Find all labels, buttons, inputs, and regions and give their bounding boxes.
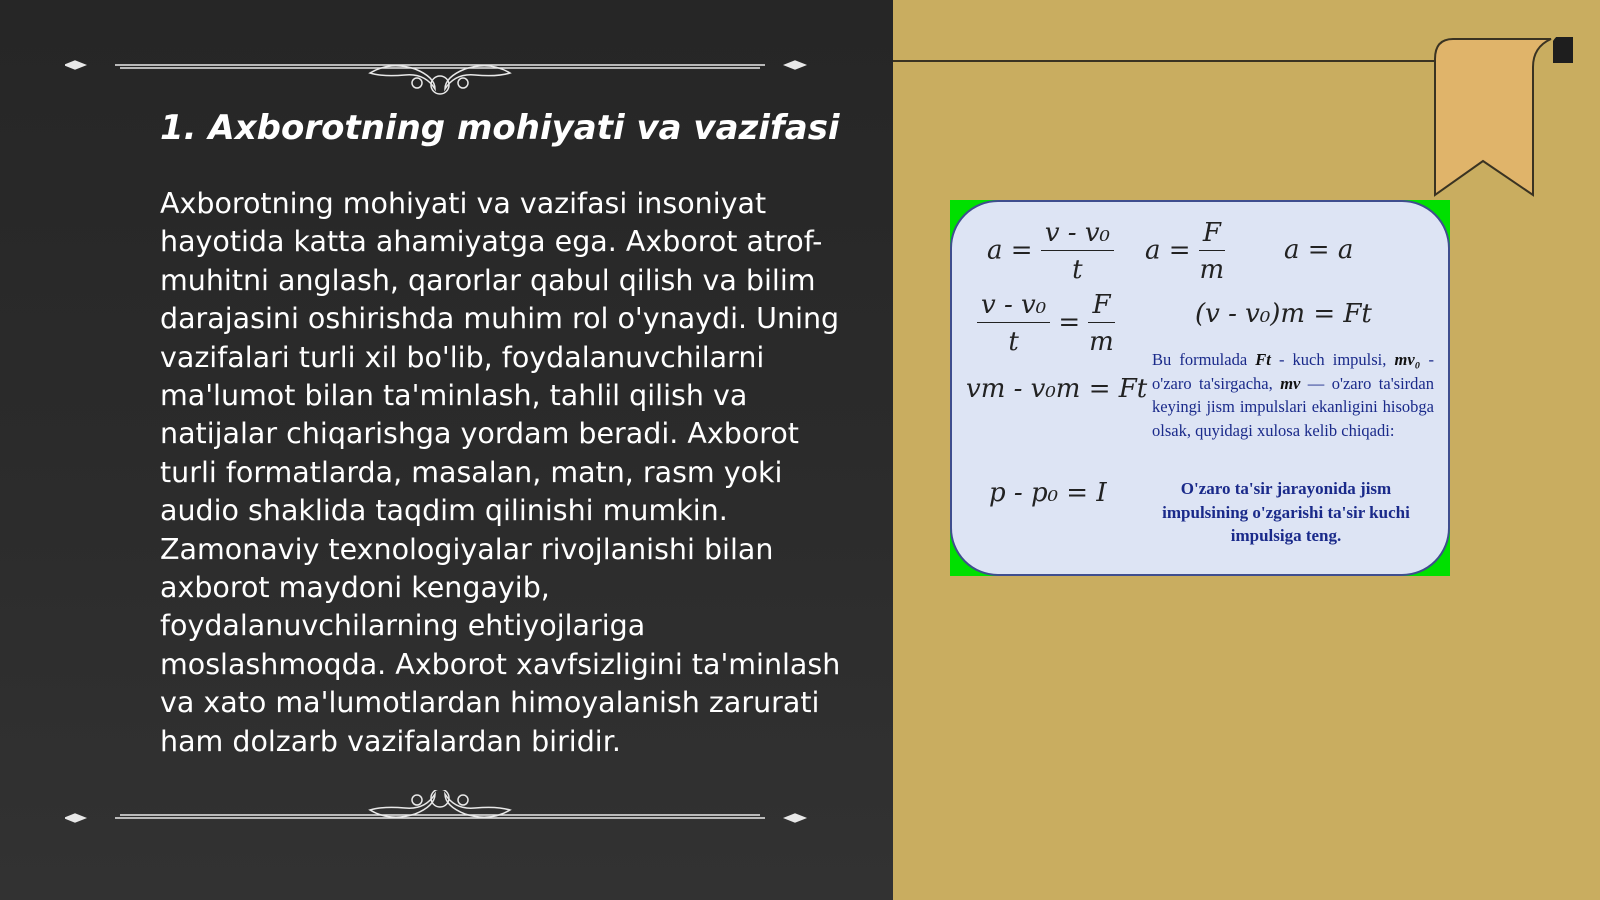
formula-impulse-product: (v - v₀)m = Ft bbox=[1195, 299, 1372, 329]
note-term: mv₀ bbox=[1394, 350, 1421, 369]
formula-explanation bbox=[1152, 348, 1434, 442]
formula-numerator: v - v₀ bbox=[1041, 218, 1114, 251]
slide-title: 1. Axborotning mohiyati va vazifasi bbox=[160, 108, 840, 148]
formula-acceleration bbox=[987, 218, 1114, 285]
note-text: - kuch impulsi, bbox=[1270, 350, 1395, 369]
formula-numerator: F bbox=[1199, 218, 1225, 251]
formula-panel bbox=[950, 200, 1450, 576]
note-text: Bu formulada bbox=[1152, 350, 1256, 369]
formula-equality bbox=[977, 290, 1115, 357]
formula-denominator: m bbox=[1199, 255, 1225, 285]
formula-denominator: t bbox=[1072, 255, 1083, 285]
ornamental-divider-bottom bbox=[65, 790, 825, 840]
formula-identity: a = a bbox=[1284, 235, 1354, 265]
formula-denominator: m bbox=[1089, 327, 1114, 357]
formula-text: = bbox=[1058, 307, 1081, 338]
formula-momentum-difference: vm - v₀m = Ft bbox=[966, 374, 1148, 404]
horizontal-rule bbox=[893, 60, 1438, 62]
note-text: - o'zaro ta'sirgacha, bbox=[1152, 350, 1435, 393]
note-term: Ft bbox=[1255, 350, 1271, 369]
formula-impulse: p - p₀ = I bbox=[989, 478, 1107, 508]
formula-text: a = bbox=[987, 235, 1033, 266]
bookmark-ribbon-icon bbox=[1433, 37, 1573, 207]
formula-newton-second-law bbox=[1145, 218, 1225, 285]
ornamental-divider-top bbox=[65, 45, 825, 95]
formula-conclusion: O'zaro ta'sir jarayonida jism impulsining o'zgarishi ta'sir kuchi impulsiga teng. bbox=[1162, 479, 1410, 545]
formula-numerator: F bbox=[1088, 290, 1114, 323]
note-term: mv bbox=[1280, 373, 1301, 393]
note-text: — o'zaro ta'sirdan keyingi jism impulslari ekanligini hisobga olsak, quyidagi xulosa kelib chiqadi: bbox=[1152, 373, 1434, 440]
formula-image-card bbox=[950, 200, 1450, 576]
formula-text: a = bbox=[1145, 235, 1191, 266]
formula-denominator: t bbox=[1008, 327, 1019, 357]
slide-body-text: Axborotning mohiyati va vazifasi insoniyat hayotida katta ahamiyatga ega. Axborot atrof-muhitni anglash, qarorlar qabul qilish va bilim darajasini oshirishda muhim rol o'ynaydi. Uning vazifalari turli xil bo'lib, foydalanuvchilarni ma'lumot bilan ta'minlash, tahlil qilish va natijalar chiqarishga yordam beradi. Axborot turli formatlarda, masalan, matn, rasm yoki audio shaklida taqdim qilinishi mumkin. Zamonaviy texnologiyalar rivojlanishi bilan axborot maydoni kengayib, foydalanuvchilarning ehtiyojlariga moslashmoqda. Axborot xavfsizligini ta'minlash va xato ma'lumotlardan himoyalanish zarurati ham dolzarb vazifalardan biridir. bbox=[160, 187, 841, 758]
formula-numerator: v - v₀ bbox=[977, 290, 1050, 323]
